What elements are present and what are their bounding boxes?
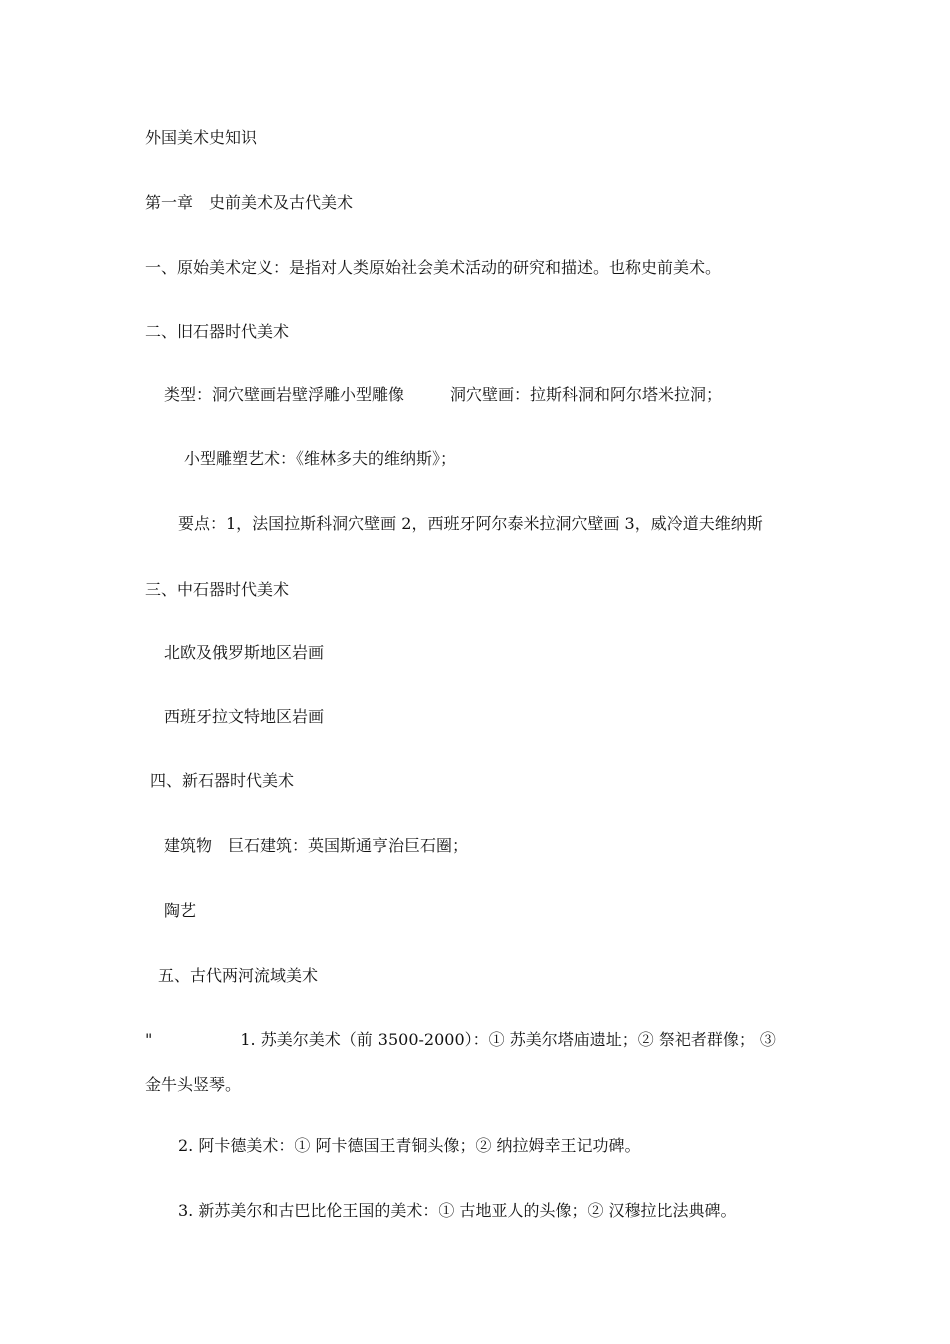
section-4-item-2: 陶艺 xyxy=(164,901,197,920)
section-5-item-1 xyxy=(145,1030,776,1050)
section-2-types xyxy=(164,385,722,405)
section-5-item-2: 2. 阿卡德美术：① 阿卡德国王青铜头像；② 纳拉姆幸王记功碑。 xyxy=(178,1136,641,1155)
section-1-definition: 一、原始美术定义：是指对人类原始社会美术活动的研究和描述。也称史前美术。 xyxy=(145,258,722,277)
quote-mark: " xyxy=(145,1030,153,1049)
section-5-item-3: 3. 新苏美尔和古巴比伦王国的美术：① 古地亚人的头像；② 汉穆拉比法典碑。 xyxy=(178,1201,737,1220)
cave-painting-label: 洞穴壁画：拉斯科洞和阿尔塔米拉洞； xyxy=(450,385,723,404)
chapter-heading: 第一章 史前美术及古代美术 xyxy=(145,193,354,212)
section-4-heading: 四、新石器时代美术 xyxy=(150,771,295,790)
section-3-item-1: 北欧及俄罗斯地区岩画 xyxy=(164,643,325,662)
section-3-item-2: 西班牙拉文特地区岩画 xyxy=(164,707,325,726)
section-5-item-1-continued: 金牛头竖琴。 xyxy=(145,1075,242,1094)
document-title: 外国美术史知识 xyxy=(145,128,258,147)
section-2-key-points: 要点：1，法国拉斯科洞穴壁画 2，西班牙阿尔泰米拉洞穴壁画 3，威冷道夫维纳斯 xyxy=(178,514,763,533)
sumerian-art-label: 1. 苏美尔美术（前 3500-2000）：① 苏美尔塔庙遗址；② 祭祀者群像； ③ xyxy=(240,1030,776,1049)
section-4-item-1: 建筑物 巨石建筑：英国斯通亨治巨石圈； xyxy=(164,836,469,855)
types-label: 类型：洞穴壁画岩壁浮雕小型雕像 xyxy=(164,385,405,404)
section-2-heading: 二、旧石器时代美术 xyxy=(145,322,290,341)
section-5-heading: 五、古代两河流域美术 xyxy=(158,966,319,985)
section-2-sculpture: 小型雕塑艺术：《维林多夫的维纳斯》； xyxy=(184,449,457,468)
section-3-heading: 三、中石器时代美术 xyxy=(145,580,290,599)
